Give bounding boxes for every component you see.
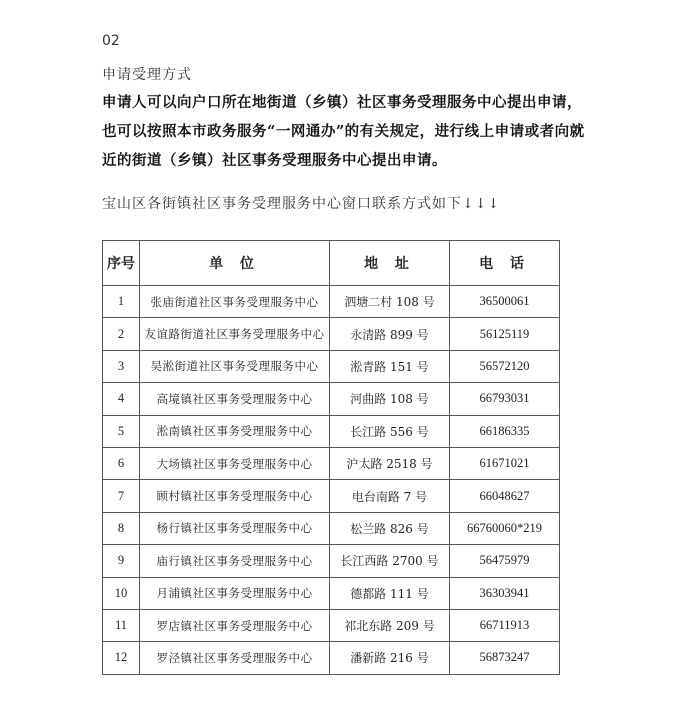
unit-name: 高境镇社区事务受理服务中心: [140, 383, 330, 415]
unit-name: 顾村镇社区事务受理服务中心: [140, 480, 330, 512]
table-row: [103, 577, 560, 609]
application-paragraph: 申请人可以向户口所在地街道（乡镇）社区事务受理服务中心提出申请，也可以按照本市政务服务“一网通办”的有关规定，进行线上申请或者向就近的街道（乡镇）社区事务受理服务中心提出申请。: [102, 94, 585, 169]
table-row: [103, 286, 560, 318]
table-row: [103, 318, 560, 350]
address-cell: 沪太路 2518 号: [330, 447, 450, 479]
address-cell: 长江西路 2700 号: [330, 545, 450, 577]
row-number: 10: [103, 577, 140, 609]
section-number: 02: [102, 33, 120, 49]
row-number: 6: [103, 447, 140, 479]
address-cell: 永清路 899 号: [330, 318, 450, 350]
phone-number: 66711913: [450, 609, 560, 641]
address-cell: 祁北东路 209 号: [330, 609, 450, 641]
row-number: 7: [103, 480, 140, 512]
phone-number: 56572120: [450, 350, 560, 382]
table-row: [103, 447, 560, 479]
address-cell: 泗塘二村 108 号: [330, 286, 450, 318]
phone-number: 66793031: [450, 383, 560, 415]
phone-number: 56475979: [450, 545, 560, 577]
phone-number: 66048627: [450, 480, 560, 512]
unit-name: 杨行镇社区事务受理服务中心: [140, 512, 330, 544]
row-number: 11: [103, 609, 140, 641]
address-cell: 长江路 556 号: [330, 415, 450, 447]
table-row: [103, 545, 560, 577]
table-row: [103, 350, 560, 382]
address-cell: 淞青路 151 号: [330, 350, 450, 382]
phone-number: 36303941: [450, 577, 560, 609]
header-no: 序号: [103, 241, 140, 286]
unit-name: 吴淞街道社区事务受理服务中心: [140, 350, 330, 382]
address-cell: 河曲路 108 号: [330, 383, 450, 415]
row-number: 12: [103, 642, 140, 674]
unit-name: 淞南镇社区事务受理服务中心: [140, 415, 330, 447]
row-number: 8: [103, 512, 140, 544]
unit-name: 友谊路街道社区事务受理服务中心: [140, 318, 330, 350]
table-row: [103, 642, 560, 674]
header-phone: 电 话: [450, 241, 560, 286]
address-cell: 电台南路 7 号: [330, 480, 450, 512]
row-number: 4: [103, 383, 140, 415]
table-row: [103, 415, 560, 447]
address-cell: 松兰路 826 号: [330, 512, 450, 544]
phone-number: 61671021: [450, 447, 560, 479]
phone-number: 36500061: [450, 286, 560, 318]
phone-number: 56125119: [450, 318, 560, 350]
address-cell: 潘新路 216 号: [330, 642, 450, 674]
address-cell: 德都路 111 号: [330, 577, 450, 609]
contact-intro-line: 宝山区各街镇社区事务受理服务中心窗口联系方式如下↓↓↓: [102, 196, 501, 212]
row-number: 2: [103, 318, 140, 350]
phone-number: 66760060*219: [450, 512, 560, 544]
unit-name: 月浦镇社区事务受理服务中心: [140, 577, 330, 609]
header-unit: 单 位: [140, 241, 330, 286]
phone-number: 56873247: [450, 642, 560, 674]
header-address: 地 址: [330, 241, 450, 286]
table-header-row: [103, 241, 560, 286]
unit-name: 罗泾镇社区事务受理服务中心: [140, 642, 330, 674]
row-number: 9: [103, 545, 140, 577]
phone-number: 66186335: [450, 415, 560, 447]
unit-name: 庙行镇社区事务受理服务中心: [140, 545, 330, 577]
table-row: [103, 383, 560, 415]
section-title: 申请受理方式: [102, 67, 192, 83]
unit-name: 张庙街道社区事务受理服务中心: [140, 286, 330, 318]
unit-name: 罗店镇社区事务受理服务中心: [140, 609, 330, 641]
row-number: 5: [103, 415, 140, 447]
table-row: [103, 609, 560, 641]
table-row: [103, 480, 560, 512]
unit-name: 大场镇社区事务受理服务中心: [140, 447, 330, 479]
row-number: 1: [103, 286, 140, 318]
table-row: [103, 512, 560, 544]
contacts-table: [102, 240, 560, 675]
row-number: 3: [103, 350, 140, 382]
